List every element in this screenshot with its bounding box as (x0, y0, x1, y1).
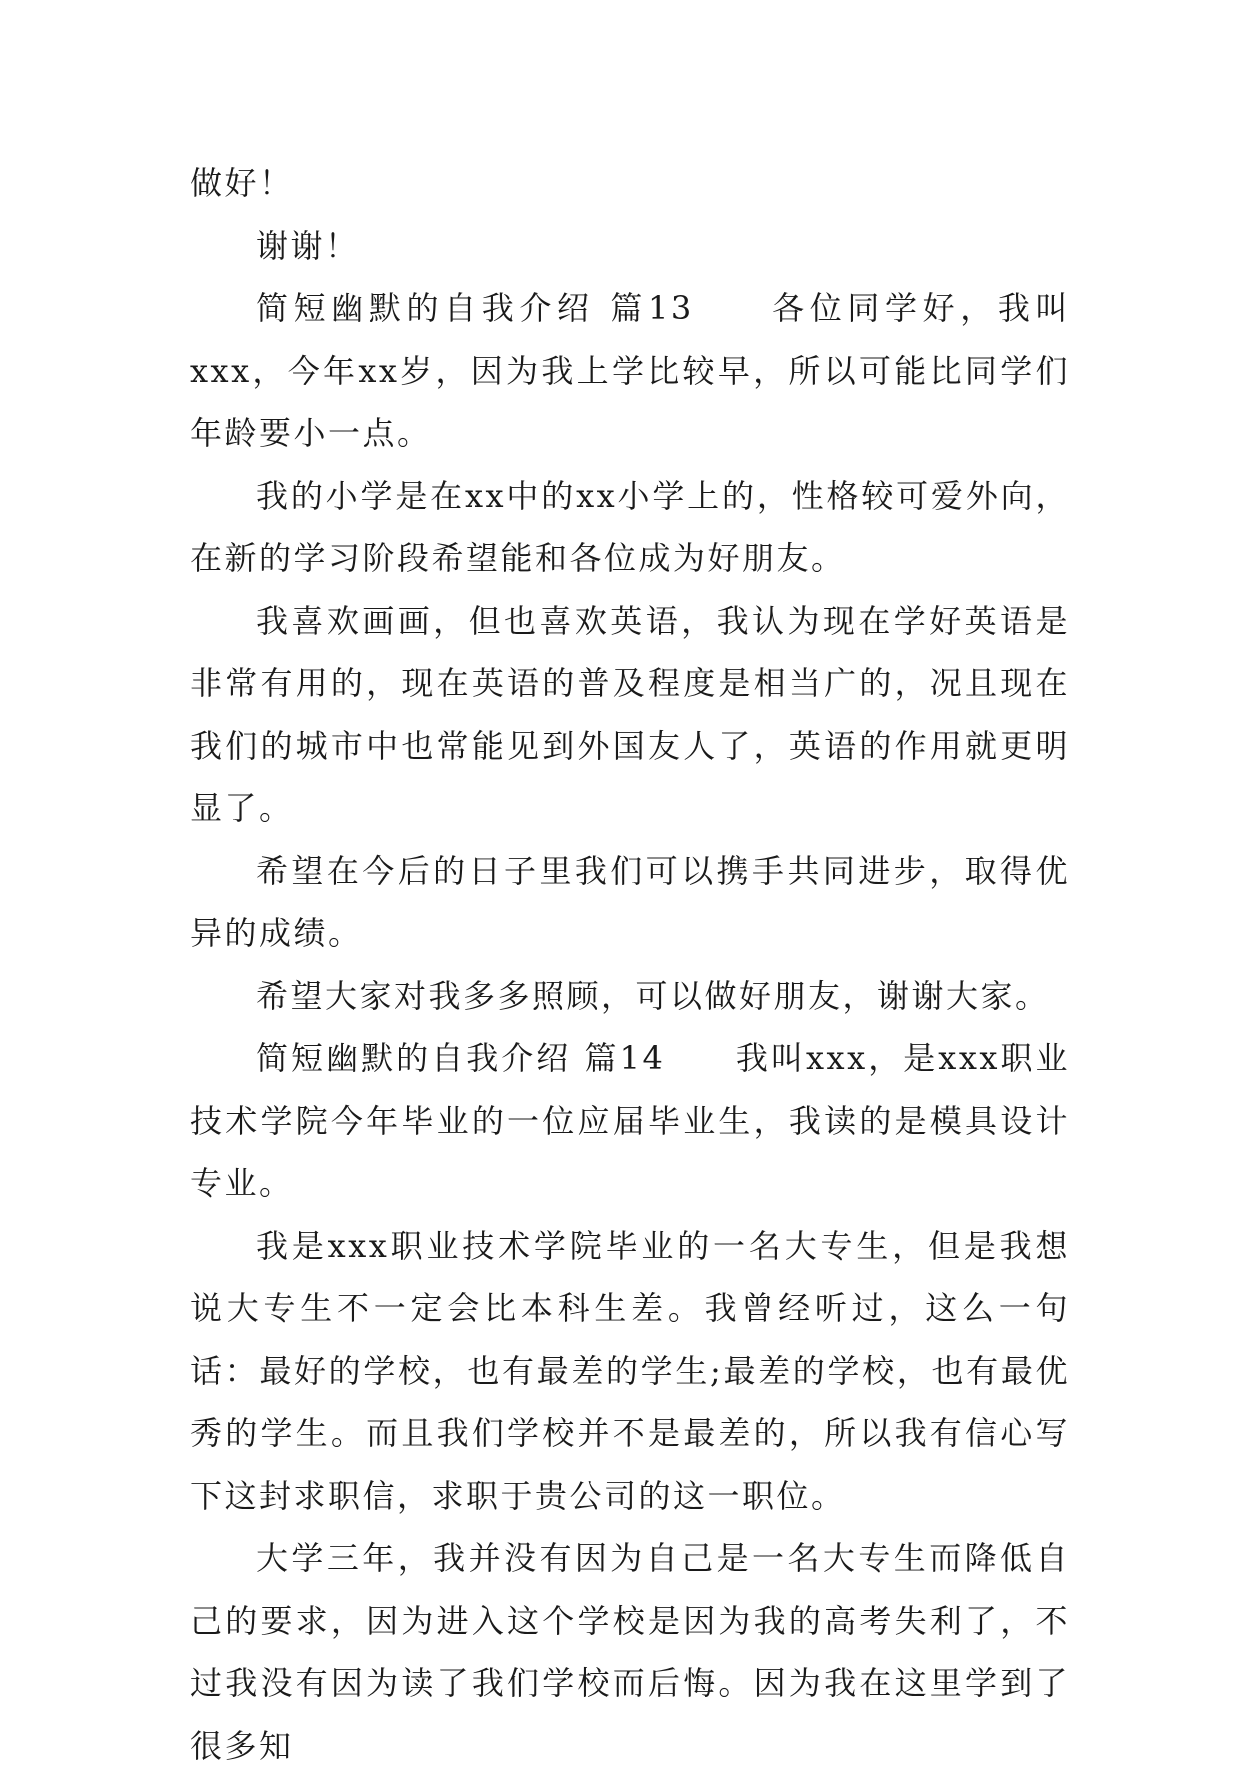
paragraph-hope-progress: 希望在今后的日子里我们可以携手共同进步，取得优异的成绩。 (190, 851, 1070, 952)
paragraph-continuation: 做好！ (190, 164, 294, 202)
paragraph-primary-school: 我的小学是在xx中的xx小学上的，性格较可爱外向，在新的学习阶段希望能和各位成为好朋友。 (190, 476, 1070, 577)
paragraph-section-13-intro: 简短幽默的自我介绍 篇13 各位同学好，我叫xxx，今年xx岁，因为我上学比较早，所以可能比同学们年龄要小一点。 (190, 289, 1070, 452)
paragraph-thanks: 谢谢！ (256, 226, 360, 265)
paragraph-closing-thanks: 希望大家对我多多照顾，可以做好朋友，谢谢大家。 (256, 976, 1050, 1015)
paragraph-college-graduate: 我是xxx职业技术学院毕业的一名大专生，但是我想说大专生不一定会比本科生差。我曾经听过，这么一句话：最好的学校，也有最差的学生;最差的学校，也有最优秀的学生。而且我们学校并不是最差的，所以我有信心写下这封求职信，求职于贵公司的这一职位。 (190, 1226, 1070, 1515)
paragraph-three-years: 大学三年，我并没有因为自己是一名大专生而降低自己的要求，因为进入这个学校是因为我的高考失利了，不过我没有因为读了我们学校而后悔。因为我在这里学到了很多知 (190, 1539, 1070, 1765)
paragraph-hobbies: 我喜欢画画，但也喜欢英语，我认为现在学好英语是非常有用的，现在英语的普及程度是相当广的，况且现在我们的城市中也常能见到外国友人了，英语的作用就更明显了。 (190, 601, 1070, 827)
paragraph-section-14-intro: 简短幽默的自我介绍 篇14 我叫xxx，是xxx职业技术学院今年毕业的一位应届毕业生，我读的是模具设计专业。 (190, 1039, 1070, 1202)
document-body (190, 152, 1070, 1777)
